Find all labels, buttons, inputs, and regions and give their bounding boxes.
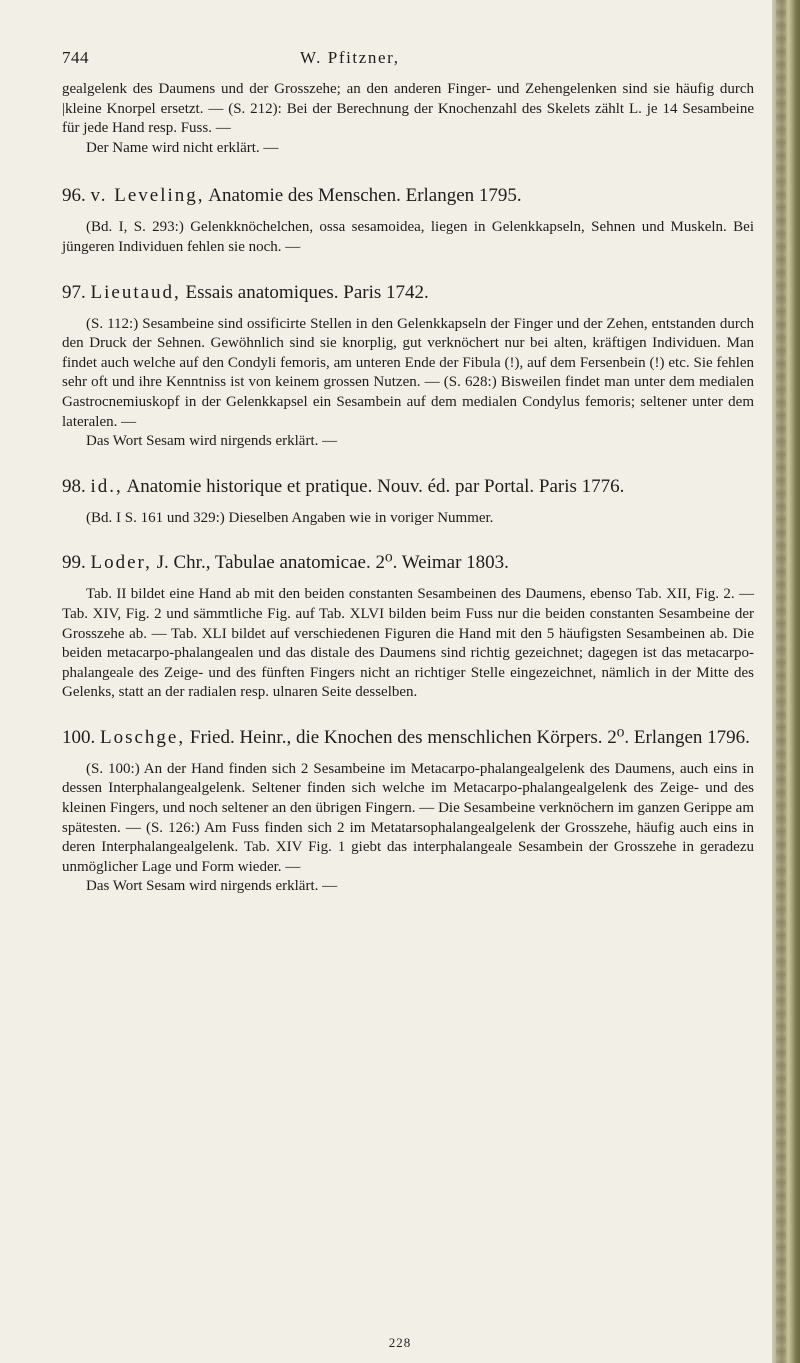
- entry-title: Anatomie historique et pratique. Nouv. éd. par Portal. Paris 1776.: [126, 475, 625, 497]
- entry-note: Das Wort Sesam wird nirgends erklärt. —: [86, 433, 338, 450]
- intro-section: [62, 80, 754, 158]
- entry-number: 99.: [62, 552, 86, 574]
- entry-author: v. Leveling,: [90, 185, 205, 207]
- running-head: W. Pfitzner,: [300, 48, 400, 67]
- entry-paragraph: (Bd. I S. 161 und 329:) Dieselben Angaben wie in voriger Nummer.: [86, 509, 494, 526]
- entry-author: id.,: [90, 475, 123, 497]
- entry-97: [62, 281, 754, 452]
- entry-100: [62, 726, 754, 897]
- intro-paragraph: gealgelenk des Daumens und der Grosszehe; an den anderen Finger- und Zehengelenken sind sie häufig durch |kleine Knorpel ersetzt. — (S. 212): Bei der Berechnung der Knochenzahl des Skelets zählt L. je 14 Sesambeine für jede Hand resp. Fuss. —: [62, 81, 754, 137]
- intro-note: Der Name wird nicht erklärt. —: [86, 139, 279, 156]
- book-binding-edge: [772, 0, 800, 1363]
- entry-heading: [62, 281, 754, 305]
- entry-title: Fried. Heinr., die Knochen des menschlichen Körpers. 2⁰. Erlangen 1796.: [189, 726, 750, 748]
- entry-number: 96.: [62, 185, 86, 207]
- entry-number: 98.: [62, 475, 86, 497]
- entry-title: Anatomie des Menschen. Erlangen 1795.: [208, 185, 522, 207]
- entry-heading: [62, 184, 754, 208]
- entry-note: Das Wort Sesam wird nirgends erklärt. —: [86, 878, 338, 895]
- entry-author: Lieutaud,: [90, 281, 181, 303]
- entry-heading: [62, 551, 754, 575]
- entry-99: [62, 551, 754, 703]
- page-number: 744: [62, 48, 89, 67]
- entry-number: 100.: [62, 726, 96, 748]
- entry-title: J. Chr., Tabulae anatomicae. 2⁰. Weimar 1803.: [156, 552, 509, 574]
- entry-title: Essais anatomiques. Paris 1742.: [185, 281, 429, 303]
- entry-paragraph: (S. 100:) An der Hand finden sich 2 Sesambeine im Metacarpo-phalangealgelenk des Daumens, auch eins in dessen Interphalangealgelenk. Seltener finden sich welche im Metacarpo-phalangealgelenk des Zeige- und des kleinen Fingers, und noch seltener an den übrigen Fingern. — Die Sesambeine verknöchern im ganzen Gerippe am spätesten. — (S. 126:) Am Fuss finden sich 2 im Metatarsophalangealgelenk der Grosszehe, häufig auch eins in deren Interphalangealgelenk. Tab. XIV Fig. 1 giebt das interphalangeale Sesambein der Grosszehe in geradezu unmöglicher Lage und Form wieder. —: [62, 760, 754, 875]
- entry-98: [62, 475, 754, 529]
- page-body: [62, 80, 754, 897]
- page-header: [0, 48, 770, 70]
- entry-paragraph: Tab. II bildet eine Hand ab mit den beiden constanten Sesambeinen des Daumens, ebenso Tab. XII, Fig. 2. — Tab. XIV, Fig. 2 und sämmtliche Fig. auf Tab. XLVI bilden beim Fuss nur die beiden constanten Sesambeine der Grosszehe ab. — Tab. XLI bildet auf verschiedenen Figuren die Hand mit den 5 häufigsten Sesambeinen ab. Die beiden metacarpo-phalangealen und das distale des Daumens sind richtig gezeichnet; dagegen ist das metacarpo-phalangeale des Zeige- und des fünften Fingers nicht an richtiger Stelle eingezeichnet, nämlich in der Mitte des Gelenks, statt an der radialen resp. ulnaren Seite desselben.: [62, 586, 754, 701]
- entry-heading: [62, 726, 754, 750]
- entry-heading: [62, 475, 754, 499]
- signature-mark: 228: [388, 1335, 412, 1350]
- entry-author: Loder,: [90, 552, 152, 574]
- entry-author: Loschge,: [100, 726, 186, 748]
- entry-96: [62, 184, 754, 257]
- entry-number: 97.: [62, 281, 86, 303]
- entry-paragraph: (Bd. I, S. 293:) Gelenkknöchelchen, ossa sesamoidea, liegen in Gelenkkapseln, Sehnen und Muskeln. Bei jüngeren Individuen fehlen sie noch. —: [62, 219, 754, 255]
- entry-paragraph: (S. 112:) Sesambeine sind ossificirte Stellen in den Gelenkkapseln der Finger und der Zehen, entstanden durch den Druck der Sehnen. Gewöhnlich sind sie knorplig, gut verknöchert nur bei alten, kräftigen Individuen. Man findet auch welche auf den Condyli femoris, am unteren Ende der Fibula (!), auf dem Fersenbein (!) etc. Sie fehlen sehr oft und ihre Kenntniss ist von keinem grossen Nutzen. — (S. 628:) Bisweilen findet man unter dem medialen Gastrocnemiuskopf in der Gelenkkapsel ein Sesambein auf dem medialen Condylus femoris; seltener unter dem lateralen. —: [62, 315, 754, 430]
